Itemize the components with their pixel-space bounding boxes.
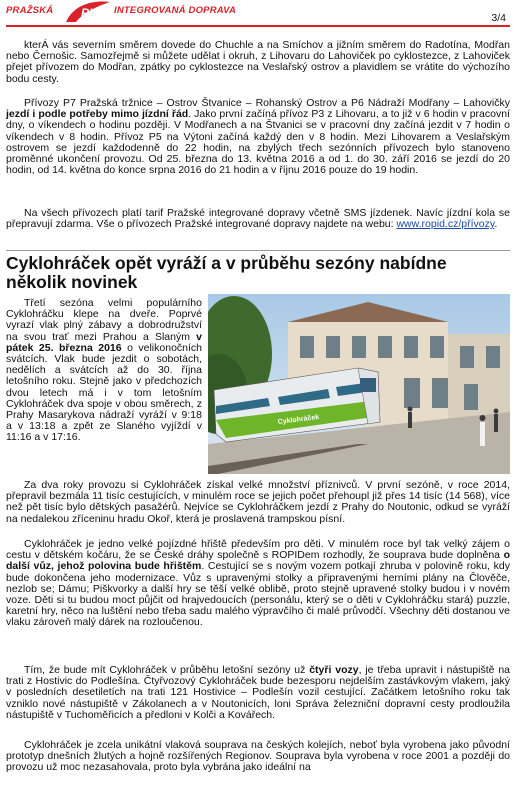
article-paragraph-3: [6, 539, 510, 629]
article-p2-text: Za dva roky provozu si Cyklohráček získal velké množství příznivců. V první sezóně, v roce 2014, přepravil bezmála 11 tisíc cestujících, v minulém roce se jejich počet přehoupl již přes 14 tisíc (14 568), více než pět tisíc bylo dětských pasažérů. Nejvíce se Cyklohráčkem jezdí z Prahy do Noutonic, odkud se vyráží na nedalekou zříceninu hradu Okoř, která je proslavená trampskou písní.: [6, 479, 510, 525]
article-p5-text: Cyklohráček je zcela unikátní vlaková souprava na českých kolejích, neboť byla vyrobena jako původní prototyp dnešních žlutých a hojně rozšířených Regionov. Souprava byla vyrobena v roce 2001 a později do provozu už moc nezasahovala, proto byla vybrána jako ideální na: [6, 739, 510, 774]
intro-paragraph-2: [6, 98, 510, 176]
intro-p2-bold: jezdí i podle potřeby mimo jízdní řád: [6, 108, 189, 121]
article-p4-pre: Tím, že bude mít Cyklohráček v průběhu letošní sezóny už: [24, 664, 310, 676]
article-p3-pre: Cyklohráček je jedno velké pojízdné hřiště především pro děti. V minulém roce byl tak velký zájem o cestu v dětském kočáru, že se České dráhy společně s ROPIDem rozhodly, že souprava bude doplněna: [6, 538, 510, 562]
header-rule: [6, 25, 510, 27]
logo-text-left: PRAŽSKÁ: [6, 5, 54, 16]
page-header: [6, 0, 514, 24]
intro-p1-text: kterÁ vás severním směrem dovede do Chuchle a na Smíchov a jižním směrem do Radotína, Modřan nebo Černošic. Samozřejmě si můžete udělat i okruh, z Lihovaru do Lahoviček po cyklostezce, z Lahoviček přejet přívozem do Modřan, zpátky po cyklostezce na Veslařský ostrov a plavidlem se vrátite do výchozího bodu cesty.: [6, 39, 510, 85]
article-paragraph-4: [6, 665, 510, 721]
intro-p3-post: .: [494, 218, 498, 231]
article-title: Cyklohráček opět vyráží a v průběhu sezóny nabídne několik novinek: [6, 253, 447, 292]
article-p1-pre: Třetí sezóna velmi populárního Cyklohráčku klepe na dveře. Poprvé vyrazí vlak plný zábavy a dobrodružství na svou trať mezi Prahou a Slaným: [6, 297, 202, 343]
article-p1-post: o velikonočních svátcích. Vlak bude jezdit o sobotách, nedělích a svátcích až do 30. října letošního roku. Stejně jako v předchozích dvou letech má i v tom letošním Cyklohráček dva spoje v obou směrech, z Prahy Masarykova nádraží vyráží v 9:18 a v 13:18 a zpět ze Slaného vyjíždí v 11:16 a v 17:16.: [6, 341, 203, 444]
article-paragraph-1: [6, 298, 202, 444]
logo-mark-text: PID: [81, 6, 102, 20]
intro-p2-pre: Přívozy P7 Pražská tržnice – Ostrov Štvanice – Rohanský Ostrov a P6 Nádraží Modřany – Lahovičky: [24, 97, 510, 109]
article-p4-bold: čtyři vozy: [309, 664, 359, 676]
intro-p2-post: . Jako první začíná přívoz P3 z Lihovaru, a to již v 6 hodin v pracovní dny, o víkendech o hodinu později. V Modřanech a na Štvanici se v pracovní dny začíná jezdit v 7 hodin o víkendech v 8 hodin. Přívoz P5 na Výtoni začíná každý den v 8 hodin. Mezi Lihovarem a Veslařským ostrovem se jezdí každodenně do 22 hodin, na zbylých třech sezónních přívozech bylo stanoveno proměnné ukončení provozu. Od 25. března do 13. května 2016 a od 1. do 30. září 2016 se jezdí do 20 hodin, od 14. května do konce srpna 2016 do 21 hodin a v říjnu 2016 pouze do 19 hodin.: [6, 108, 510, 177]
train-stripe-text: Cyklohráček: [277, 413, 320, 426]
logo-text-right: INTEGROVANÁ DOPRAVA: [114, 5, 237, 16]
cyklohracek-train-photo: [208, 294, 510, 474]
article-paragraph-5: [6, 740, 510, 774]
intro-paragraph-1: [6, 40, 510, 85]
intro-p3-pre: Na všech přívozech platí tarif Pražské integrované dopravy včetně SMS jízdenek. Navíc jízdní kola se přepravují zdarma. Vše o přívozech Pražské integrované dopravy najdete na webu:: [6, 207, 510, 231]
article-p3-post: . Cestující se s novým vozem potkají zhruba v polovině roku, kdy bude dokončena jeho modernizace. Vůz s upravenými stolky a připravenými herními plány na Člověče, nezlob se; Dámu; Piškvorky a další hry se těší velké oblibě, proto stejně upravené stolky budou i v novém voze. Děti si tu budou moct půjčit od hrajvedoucích (personálu, který se o děti v Cyklohráčku stará) puzzle, karetní hry, něco na luštění nebo třeba sadu malého výpravčího či malé průvodčí. Všechny děti dostanou ve vlaku zároveň malý dárek na rozloučenou.: [6, 560, 510, 629]
intro-paragraph-3: [6, 208, 510, 230]
page-number: 3/4: [491, 12, 506, 24]
article-p3-bold: o další vůz, jehož polovina bude hřištěm: [6, 549, 510, 573]
ropid-link[interactable]: www.ropid.cz/přívozy: [396, 218, 495, 231]
pid-logo: [64, 0, 112, 24]
article-p1-bold: v pátek 25. března 2016: [6, 330, 202, 354]
section-divider: [6, 250, 510, 251]
article-p4-post: , je třeba upravit i nástupiště na trati z Hostivic do Podlešína. Čtyřvozový Cyklohráček bude bezesporu nejdelším zastávkovým vlakem, jaký v posledních desetiletích na trati 121 Hostivice – Podlešín vozil cestující. Začátkem letošního roku tak vzniklo nové nástupiště v Zákolanech a v Noutonicích, loni Správa železniční dopravní cesty prodloužila nástupiště v Tuchoměřicích a předloni v Kolči a Kovářech.: [6, 664, 510, 721]
article-paragraph-2: [6, 480, 510, 525]
